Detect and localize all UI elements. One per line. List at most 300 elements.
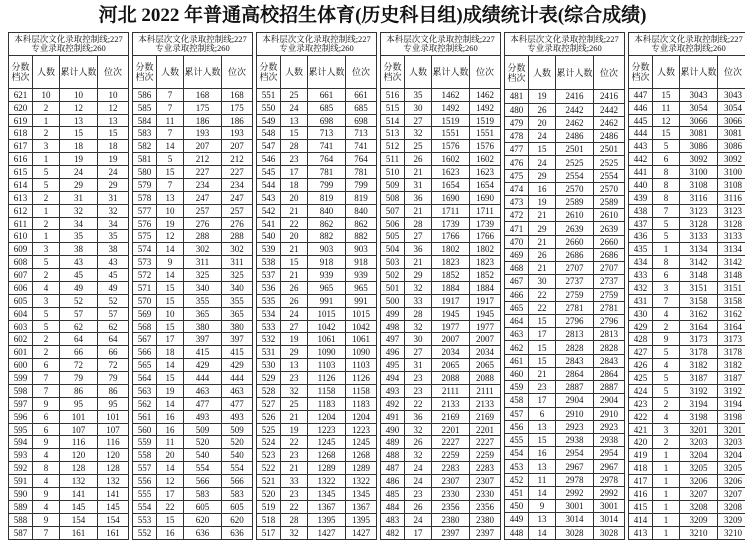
score-cell: 530 bbox=[257, 359, 281, 372]
cumulative-cell: 415 bbox=[184, 346, 222, 359]
table-row bbox=[629, 423, 745, 436]
table-row bbox=[505, 367, 625, 380]
rank-cell: 540 bbox=[222, 449, 253, 462]
score-cell: 433 bbox=[629, 269, 653, 282]
table-row bbox=[257, 114, 377, 127]
count-cell: 32 bbox=[405, 449, 432, 462]
table-row bbox=[505, 222, 625, 235]
count-cell: 22 bbox=[281, 500, 308, 513]
rank-cell: 1852 bbox=[470, 269, 501, 282]
rank-cell: 2283 bbox=[470, 462, 501, 475]
table-row bbox=[505, 103, 625, 116]
rank-cell: 3208 bbox=[718, 500, 745, 513]
rank-cell: 66 bbox=[98, 346, 129, 359]
table-row bbox=[133, 307, 253, 320]
cumulative-cell: 1158 bbox=[308, 384, 346, 397]
rank-cell: 2759 bbox=[594, 288, 625, 301]
rank-cell: 3173 bbox=[718, 333, 745, 346]
score-cell: 603 bbox=[9, 320, 33, 333]
count-cell: 16 bbox=[529, 447, 556, 460]
control-line-culture: 本科层次文化录取控制线;227 bbox=[262, 33, 371, 44]
table-row bbox=[133, 359, 253, 372]
rank-cell: 2397 bbox=[470, 526, 501, 539]
cumulative-cell: 34 bbox=[60, 217, 98, 230]
score-cell: 475 bbox=[505, 169, 529, 182]
table-row bbox=[9, 256, 129, 269]
score-cell: 542 bbox=[257, 204, 281, 217]
cumulative-cell: 2169 bbox=[432, 410, 470, 423]
cumulative-cell: 2554 bbox=[556, 169, 594, 182]
score-cell: 550 bbox=[257, 101, 281, 114]
cumulative-cell: 3203 bbox=[680, 436, 718, 449]
score-cell: 532 bbox=[257, 333, 281, 346]
count-cell: 10 bbox=[157, 307, 184, 320]
table-row bbox=[381, 166, 501, 179]
table-row bbox=[257, 178, 377, 191]
cumulative-cell: 3086 bbox=[680, 140, 718, 153]
count-cell: 14 bbox=[529, 526, 556, 539]
count-cell: 23 bbox=[405, 384, 432, 397]
cumulative-cell: 2397 bbox=[432, 526, 470, 539]
cumulative-cell: 3081 bbox=[680, 127, 718, 140]
count-cell: 7 bbox=[33, 372, 60, 385]
cumulative-cell: 141 bbox=[60, 487, 98, 500]
score-cell: 548 bbox=[257, 127, 281, 140]
table-row bbox=[133, 384, 253, 397]
table-row bbox=[629, 513, 745, 526]
count-cell: 6 bbox=[33, 423, 60, 436]
count-cell: 5 bbox=[653, 140, 680, 153]
score-cell: 525 bbox=[257, 423, 281, 436]
column-header-2: 累计人数 bbox=[680, 55, 718, 88]
table-row bbox=[133, 462, 253, 475]
score-cell: 514 bbox=[381, 114, 405, 127]
cumulative-cell: 257 bbox=[184, 204, 222, 217]
cumulative-cell: 101 bbox=[60, 410, 98, 423]
score-cell: 480 bbox=[505, 103, 529, 116]
score-cell: 517 bbox=[257, 526, 281, 539]
cumulative-cell: 1367 bbox=[308, 500, 346, 513]
score-cell: 416 bbox=[629, 487, 653, 500]
rank-cell: 10 bbox=[98, 88, 129, 101]
rank-cell: 3162 bbox=[718, 307, 745, 320]
rank-cell: 2570 bbox=[594, 182, 625, 195]
table-row bbox=[505, 262, 625, 275]
score-cell: 501 bbox=[381, 281, 405, 294]
rank-cell: 31 bbox=[98, 191, 129, 204]
score-cell: 543 bbox=[257, 191, 281, 204]
table-row bbox=[257, 217, 377, 230]
rank-cell: 193 bbox=[222, 127, 253, 140]
rank-cell: 1090 bbox=[346, 346, 377, 359]
rank-cell: 227 bbox=[222, 166, 253, 179]
score-cell: 592 bbox=[9, 462, 33, 475]
cumulative-cell: 397 bbox=[184, 333, 222, 346]
cumulative-cell: 2088 bbox=[432, 372, 470, 385]
rank-cell: 509 bbox=[222, 423, 253, 436]
table-row bbox=[133, 101, 253, 114]
count-cell: 15 bbox=[157, 513, 184, 526]
count-cell: 22 bbox=[405, 397, 432, 410]
cumulative-cell: 3187 bbox=[680, 372, 718, 385]
score-cell: 596 bbox=[9, 410, 33, 423]
column-header-3: 位次 bbox=[98, 55, 129, 88]
count-cell: 22 bbox=[529, 288, 556, 301]
table-row bbox=[9, 153, 129, 166]
rank-cell: 1654 bbox=[470, 178, 501, 191]
count-cell: 15 bbox=[653, 127, 680, 140]
count-cell: 12 bbox=[653, 114, 680, 127]
rank-cell: 493 bbox=[222, 410, 253, 423]
score-cell: 463 bbox=[505, 328, 529, 341]
count-cell: 7 bbox=[157, 101, 184, 114]
count-cell: 27 bbox=[405, 114, 432, 127]
cumulative-cell: 3164 bbox=[680, 320, 718, 333]
rank-cell: 3001 bbox=[594, 500, 625, 513]
rank-cell: 3108 bbox=[718, 178, 745, 191]
score-cell: 470 bbox=[505, 235, 529, 248]
cumulative-cell: 1183 bbox=[308, 397, 346, 410]
count-cell: 20 bbox=[281, 230, 308, 243]
count-cell: 4 bbox=[653, 410, 680, 423]
count-cell: 21 bbox=[405, 204, 432, 217]
count-cell: 7 bbox=[157, 127, 184, 140]
count-cell: 3 bbox=[653, 423, 680, 436]
cumulative-cell: 903 bbox=[308, 243, 346, 256]
score-cell: 483 bbox=[381, 513, 405, 526]
cumulative-cell: 2707 bbox=[556, 262, 594, 275]
rank-cell: 2781 bbox=[594, 301, 625, 314]
score-cell: 597 bbox=[9, 397, 33, 410]
cumulative-cell: 116 bbox=[60, 436, 98, 449]
cumulative-cell: 764 bbox=[308, 153, 346, 166]
count-cell: 6 bbox=[653, 153, 680, 166]
table-row bbox=[381, 487, 501, 500]
rank-cell: 365 bbox=[222, 307, 253, 320]
count-cell: 5 bbox=[653, 384, 680, 397]
cumulative-cell: 1492 bbox=[432, 101, 470, 114]
count-cell: 16 bbox=[529, 182, 556, 195]
rank-cell: 991 bbox=[346, 294, 377, 307]
table-row bbox=[257, 487, 377, 500]
count-cell: 8 bbox=[33, 462, 60, 475]
score-cell: 536 bbox=[257, 281, 281, 294]
count-cell: 28 bbox=[281, 140, 308, 153]
table-row bbox=[257, 88, 377, 101]
table-row bbox=[381, 372, 501, 385]
score-cell: 534 bbox=[257, 307, 281, 320]
table-row bbox=[505, 420, 625, 433]
cumulative-cell: 2007 bbox=[432, 333, 470, 346]
count-cell: 20 bbox=[529, 116, 556, 129]
count-cell: 17 bbox=[529, 394, 556, 407]
cumulative-cell: 2307 bbox=[432, 475, 470, 488]
score-cell: 524 bbox=[257, 436, 281, 449]
cumulative-cell: 636 bbox=[184, 526, 222, 539]
count-cell: 15 bbox=[157, 294, 184, 307]
rank-cell: 698 bbox=[346, 114, 377, 127]
rank-cell: 741 bbox=[346, 140, 377, 153]
table-row bbox=[9, 423, 129, 436]
count-cell: 30 bbox=[529, 275, 556, 288]
count-cell: 8 bbox=[653, 191, 680, 204]
control-line-header bbox=[505, 33, 625, 56]
count-cell: 17 bbox=[157, 333, 184, 346]
table-row bbox=[9, 436, 129, 449]
count-cell: 3 bbox=[653, 281, 680, 294]
score-cell: 438 bbox=[629, 204, 653, 217]
rank-cell: 3192 bbox=[718, 384, 745, 397]
score-cell: 513 bbox=[381, 127, 405, 140]
cumulative-cell: 1623 bbox=[432, 166, 470, 179]
cumulative-cell: 2864 bbox=[556, 367, 594, 380]
score-table-3 bbox=[256, 32, 377, 540]
table-row bbox=[133, 320, 253, 333]
cumulative-cell: 429 bbox=[184, 359, 222, 372]
count-cell: 21 bbox=[281, 269, 308, 282]
count-cell: 15 bbox=[529, 433, 556, 446]
count-cell: 1 bbox=[653, 243, 680, 256]
table-row bbox=[257, 204, 377, 217]
count-cell: 3 bbox=[33, 243, 60, 256]
cumulative-cell: 2759 bbox=[556, 288, 594, 301]
count-cell: 24 bbox=[405, 462, 432, 475]
score-cell: 443 bbox=[629, 140, 653, 153]
count-cell: 15 bbox=[157, 372, 184, 385]
cumulative-cell: 3178 bbox=[680, 346, 718, 359]
column-header-3: 位次 bbox=[222, 55, 253, 88]
count-cell: 7 bbox=[33, 384, 60, 397]
cumulative-cell: 311 bbox=[184, 256, 222, 269]
score-table-6 bbox=[628, 32, 745, 540]
count-cell: 10 bbox=[157, 204, 184, 217]
cumulative-cell: 819 bbox=[308, 191, 346, 204]
column-header-2: 累计人数 bbox=[308, 55, 346, 88]
cumulative-cell: 2283 bbox=[432, 462, 470, 475]
count-cell: 33 bbox=[405, 294, 432, 307]
table-row bbox=[133, 230, 253, 243]
table-row bbox=[257, 140, 377, 153]
count-cell: 13 bbox=[281, 114, 308, 127]
count-cell: 24 bbox=[405, 475, 432, 488]
table-row bbox=[629, 243, 745, 256]
rank-cell: 2356 bbox=[470, 500, 501, 513]
cumulative-cell: 1462 bbox=[432, 88, 470, 101]
table-row bbox=[629, 281, 745, 294]
rank-cell: 3116 bbox=[718, 191, 745, 204]
score-cell: 605 bbox=[9, 294, 33, 307]
cumulative-cell: 3192 bbox=[680, 384, 718, 397]
cumulative-cell: 2796 bbox=[556, 315, 594, 328]
rank-cell: 3198 bbox=[718, 410, 745, 423]
table-row bbox=[9, 101, 129, 114]
count-cell: 9 bbox=[33, 397, 60, 410]
count-cell: 28 bbox=[281, 513, 308, 526]
score-cell: 428 bbox=[629, 333, 653, 346]
count-cell: 4 bbox=[33, 281, 60, 294]
cumulative-cell: 64 bbox=[60, 333, 98, 346]
score-cell: 614 bbox=[9, 178, 33, 191]
cumulative-cell: 2639 bbox=[556, 222, 594, 235]
count-cell: 1 bbox=[653, 500, 680, 513]
score-cell: 492 bbox=[381, 397, 405, 410]
score-cell: 474 bbox=[505, 182, 529, 195]
rank-cell: 3194 bbox=[718, 397, 745, 410]
rank-cell: 2589 bbox=[594, 196, 625, 209]
table-row bbox=[257, 166, 377, 179]
count-cell: 32 bbox=[281, 384, 308, 397]
column-header-1: 人数 bbox=[157, 55, 184, 88]
rank-cell: 1042 bbox=[346, 320, 377, 333]
rank-cell: 2887 bbox=[594, 381, 625, 394]
table-row bbox=[381, 88, 501, 101]
score-cell: 566 bbox=[133, 346, 157, 359]
score-cell: 425 bbox=[629, 372, 653, 385]
count-cell: 18 bbox=[157, 346, 184, 359]
rank-cell: 1158 bbox=[346, 384, 377, 397]
rank-cell: 1103 bbox=[346, 359, 377, 372]
cumulative-cell: 2843 bbox=[556, 354, 594, 367]
rank-cell: 52 bbox=[98, 294, 129, 307]
score-cell: 494 bbox=[381, 372, 405, 385]
score-cell: 429 bbox=[629, 320, 653, 333]
rank-cell: 477 bbox=[222, 397, 253, 410]
cumulative-cell: 2416 bbox=[556, 90, 594, 103]
count-cell: 4 bbox=[653, 307, 680, 320]
count-cell: 7 bbox=[157, 88, 184, 101]
table-row bbox=[257, 384, 377, 397]
score-cell: 526 bbox=[257, 410, 281, 423]
cumulative-cell: 207 bbox=[184, 140, 222, 153]
cumulative-cell: 3205 bbox=[680, 462, 718, 475]
score-cell: 553 bbox=[133, 513, 157, 526]
score-cell: 448 bbox=[505, 526, 529, 539]
cumulative-cell: 1090 bbox=[308, 346, 346, 359]
count-cell: 31 bbox=[405, 178, 432, 191]
cumulative-cell: 540 bbox=[184, 449, 222, 462]
cumulative-cell: 355 bbox=[184, 294, 222, 307]
score-cell: 439 bbox=[629, 191, 653, 204]
cumulative-cell: 95 bbox=[60, 397, 98, 410]
count-cell: 23 bbox=[281, 487, 308, 500]
cumulative-cell: 1103 bbox=[308, 359, 346, 372]
cumulative-cell: 3204 bbox=[680, 449, 718, 462]
cumulative-cell: 2904 bbox=[556, 394, 594, 407]
table-row bbox=[133, 243, 253, 256]
table-row bbox=[257, 372, 377, 385]
count-cell: 1 bbox=[33, 230, 60, 243]
cumulative-cell: 57 bbox=[60, 307, 98, 320]
rank-cell: 3148 bbox=[718, 269, 745, 282]
column-header-3: 位次 bbox=[594, 56, 625, 90]
count-cell: 13 bbox=[281, 359, 308, 372]
rank-cell: 212 bbox=[222, 153, 253, 166]
rank-cell: 1690 bbox=[470, 191, 501, 204]
score-cell: 465 bbox=[505, 301, 529, 314]
count-cell: 1 bbox=[653, 449, 680, 462]
rank-cell: 302 bbox=[222, 243, 253, 256]
table-row bbox=[505, 433, 625, 446]
table-row bbox=[9, 127, 129, 140]
count-cell: 13 bbox=[529, 513, 556, 526]
table-row bbox=[133, 191, 253, 204]
rank-cell: 72 bbox=[98, 359, 129, 372]
count-cell: 16 bbox=[157, 423, 184, 436]
table-row bbox=[257, 526, 377, 539]
rank-cell: 101 bbox=[98, 410, 129, 423]
rank-cell: 380 bbox=[222, 320, 253, 333]
table-row bbox=[381, 101, 501, 114]
cumulative-cell: 1204 bbox=[308, 410, 346, 423]
table-row bbox=[257, 101, 377, 114]
rank-cell: 2034 bbox=[470, 346, 501, 359]
table-row bbox=[505, 116, 625, 129]
table-row bbox=[9, 384, 129, 397]
count-cell: 3 bbox=[33, 140, 60, 153]
cumulative-cell: 365 bbox=[184, 307, 222, 320]
cumulative-cell: 43 bbox=[60, 256, 98, 269]
cumulative-cell: 2978 bbox=[556, 473, 594, 486]
table-row bbox=[505, 235, 625, 248]
table-row bbox=[257, 423, 377, 436]
count-cell: 15 bbox=[529, 341, 556, 354]
count-cell: 11 bbox=[653, 101, 680, 114]
table-row bbox=[381, 153, 501, 166]
score-cell: 541 bbox=[257, 217, 281, 230]
table-row bbox=[505, 407, 625, 420]
table-row bbox=[505, 143, 625, 156]
table-row bbox=[505, 486, 625, 499]
rank-cell: 2007 bbox=[470, 333, 501, 346]
table-row bbox=[381, 384, 501, 397]
rank-cell: 1766 bbox=[470, 230, 501, 243]
rank-cell: 2525 bbox=[594, 156, 625, 169]
cumulative-cell: 12 bbox=[60, 101, 98, 114]
rank-cell: 3133 bbox=[718, 230, 745, 243]
cumulative-cell: 247 bbox=[184, 191, 222, 204]
rank-cell: 799 bbox=[346, 178, 377, 191]
rank-cell: 2686 bbox=[594, 248, 625, 261]
cumulative-cell: 1245 bbox=[308, 436, 346, 449]
cumulative-cell: 2111 bbox=[432, 384, 470, 397]
score-cell: 608 bbox=[9, 256, 33, 269]
cumulative-cell: 1711 bbox=[432, 204, 470, 217]
table-row bbox=[381, 346, 501, 359]
cumulative-cell: 2065 bbox=[432, 359, 470, 372]
score-cell: 593 bbox=[9, 449, 33, 462]
cumulative-cell: 965 bbox=[308, 281, 346, 294]
table-row bbox=[9, 217, 129, 230]
rank-cell: 132 bbox=[98, 475, 129, 488]
cumulative-cell: 2259 bbox=[432, 449, 470, 462]
count-cell: 15 bbox=[281, 256, 308, 269]
table-row bbox=[257, 191, 377, 204]
table-row bbox=[257, 462, 377, 475]
table-row bbox=[133, 127, 253, 140]
cumulative-cell: 19 bbox=[60, 153, 98, 166]
cumulative-cell: 713 bbox=[308, 127, 346, 140]
rank-cell: 49 bbox=[98, 281, 129, 294]
score-cell: 450 bbox=[505, 500, 529, 513]
control-line-major: 专业录取控制线;260 bbox=[279, 42, 354, 53]
table-row bbox=[629, 500, 745, 513]
table-row bbox=[381, 204, 501, 217]
score-cell: 565 bbox=[133, 359, 157, 372]
table-row bbox=[381, 191, 501, 204]
rank-cell: 86 bbox=[98, 384, 129, 397]
column-header-0: 分数档次 bbox=[629, 55, 653, 88]
rank-cell: 43 bbox=[98, 256, 129, 269]
